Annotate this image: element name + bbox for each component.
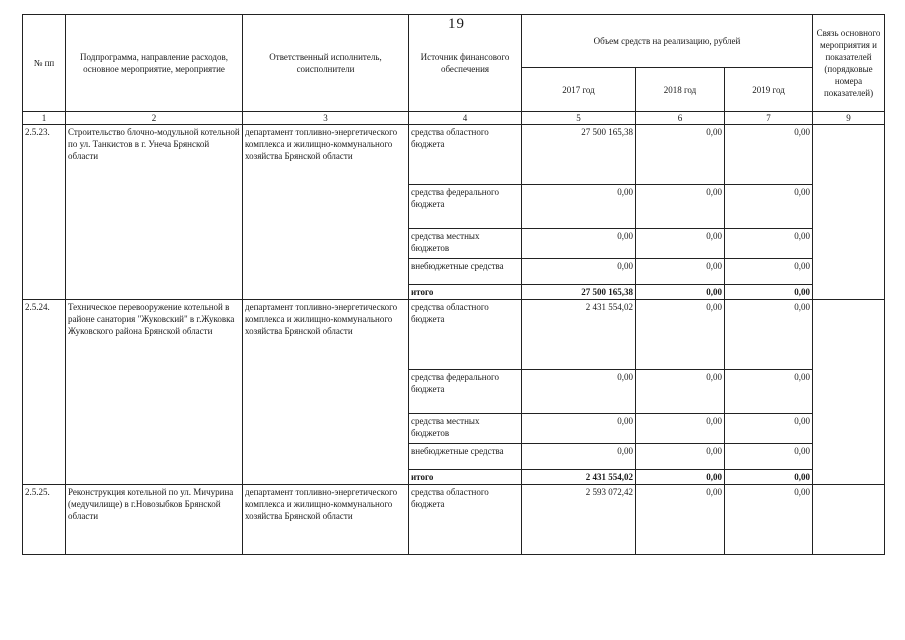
row-link bbox=[813, 485, 885, 555]
value-2019: 0,00 bbox=[725, 229, 813, 259]
header-col-program: Подпрограмма, направление расходов, основное мероприятие, мероприятие bbox=[66, 15, 243, 112]
source-name: средства областного бюджета bbox=[409, 485, 522, 555]
header-num: 5 bbox=[522, 112, 636, 125]
header-num: 7 bbox=[725, 112, 813, 125]
source-name: итого bbox=[409, 285, 522, 300]
header-col-source: Источник финансового обеспечения bbox=[409, 15, 522, 112]
header-col-num: № пп bbox=[23, 15, 66, 112]
header-num: 9 bbox=[813, 112, 885, 125]
value-2017: 0,00 bbox=[522, 414, 636, 444]
source-name: средства местных бюджетов bbox=[409, 414, 522, 444]
value-2018: 0,00 bbox=[636, 485, 725, 555]
source-name: средства областного бюджета bbox=[409, 125, 522, 185]
value-2018: 0,00 bbox=[636, 300, 725, 370]
header-year-2018: 2018 год bbox=[636, 68, 725, 112]
row-executor: департамент топливно-энергетического комплекса и жилищно-коммунального хозяйства Брянской области bbox=[243, 485, 409, 555]
value-2019: 0,00 bbox=[725, 414, 813, 444]
value-2017: 2 593 072,42 bbox=[522, 485, 636, 555]
source-name: средства областного бюджета bbox=[409, 300, 522, 370]
row-name: Строительство блочно-модульной котельной по ул. Танкистов в г. Унеча Брянской области bbox=[66, 125, 243, 300]
row-executor: департамент топливно-энергетического комплекса и жилищно-коммунального хозяйства Брянской области bbox=[243, 125, 409, 300]
header-col-volume: Объем средств на реализацию, рублей bbox=[522, 15, 813, 68]
value-2018: 0,00 bbox=[636, 470, 725, 485]
value-2017: 2 431 554,02 bbox=[522, 470, 636, 485]
header-row bbox=[23, 15, 885, 68]
header-num: 4 bbox=[409, 112, 522, 125]
value-2017: 0,00 bbox=[522, 444, 636, 470]
value-2019: 0,00 bbox=[725, 444, 813, 470]
value-2019: 0,00 bbox=[725, 185, 813, 229]
row-name: Техническое перевооружение котельной в районе санатория "Жуковский" в г.Жуковка Жуковского района Брянской области bbox=[66, 300, 243, 485]
table-row bbox=[23, 485, 885, 555]
value-2017: 0,00 bbox=[522, 370, 636, 414]
source-name: средства федерального бюджета bbox=[409, 185, 522, 229]
value-2018: 0,00 bbox=[636, 370, 725, 414]
header-num: 1 bbox=[23, 112, 66, 125]
header-num: 2 bbox=[66, 112, 243, 125]
table-row bbox=[23, 300, 885, 370]
header-year-2017: 2017 год bbox=[522, 68, 636, 112]
source-name: средства федерального бюджета bbox=[409, 370, 522, 414]
header-col-executor: Ответственный исполнитель, соисполнители bbox=[243, 15, 409, 112]
source-name: итого bbox=[409, 470, 522, 485]
header-num: 3 bbox=[243, 112, 409, 125]
value-2019: 0,00 bbox=[725, 300, 813, 370]
value-2018: 0,00 bbox=[636, 259, 725, 285]
header-year-2019: 2019 год bbox=[725, 68, 813, 112]
value-2019: 0,00 bbox=[725, 125, 813, 185]
value-2019: 0,00 bbox=[725, 485, 813, 555]
table-row bbox=[23, 125, 885, 185]
value-2017: 27 500 165,38 bbox=[522, 125, 636, 185]
row-name: Реконструкция котельной по ул. Мичурина (медучилище) в г.Новозыбков Брянской области bbox=[66, 485, 243, 555]
value-2018: 0,00 bbox=[636, 444, 725, 470]
value-2019: 0,00 bbox=[725, 285, 813, 300]
row-code: 2.5.25. bbox=[23, 485, 66, 555]
value-2018: 0,00 bbox=[636, 229, 725, 259]
source-name: внебюджетные средства bbox=[409, 259, 522, 285]
header-col-link: Связь основного мероприятия и показателей (порядковые номера показателей) bbox=[813, 15, 885, 112]
value-2019: 0,00 bbox=[725, 370, 813, 414]
value-2017: 0,00 bbox=[522, 185, 636, 229]
value-2018: 0,00 bbox=[636, 414, 725, 444]
source-name: средства местных бюджетов bbox=[409, 229, 522, 259]
header-num: 6 bbox=[636, 112, 725, 125]
row-link bbox=[813, 125, 885, 300]
row-code: 2.5.24. bbox=[23, 300, 66, 485]
value-2018: 0,00 bbox=[636, 285, 725, 300]
row-executor: департамент топливно-энергетического комплекса и жилищно-коммунального хозяйства Брянской области bbox=[243, 300, 409, 485]
value-2019: 0,00 bbox=[725, 259, 813, 285]
row-link bbox=[813, 300, 885, 485]
value-2017: 0,00 bbox=[522, 259, 636, 285]
value-2018: 0,00 bbox=[636, 185, 725, 229]
row-code: 2.5.23. bbox=[23, 125, 66, 300]
value-2017: 27 500 165,38 bbox=[522, 285, 636, 300]
page-number: 19 bbox=[448, 16, 465, 32]
budget-table bbox=[22, 14, 885, 555]
value-2018: 0,00 bbox=[636, 125, 725, 185]
value-2017: 0,00 bbox=[522, 229, 636, 259]
source-name: внебюджетные средства bbox=[409, 444, 522, 470]
value-2019: 0,00 bbox=[725, 470, 813, 485]
header-numbers-row bbox=[23, 112, 885, 125]
value-2017: 2 431 554,02 bbox=[522, 300, 636, 370]
